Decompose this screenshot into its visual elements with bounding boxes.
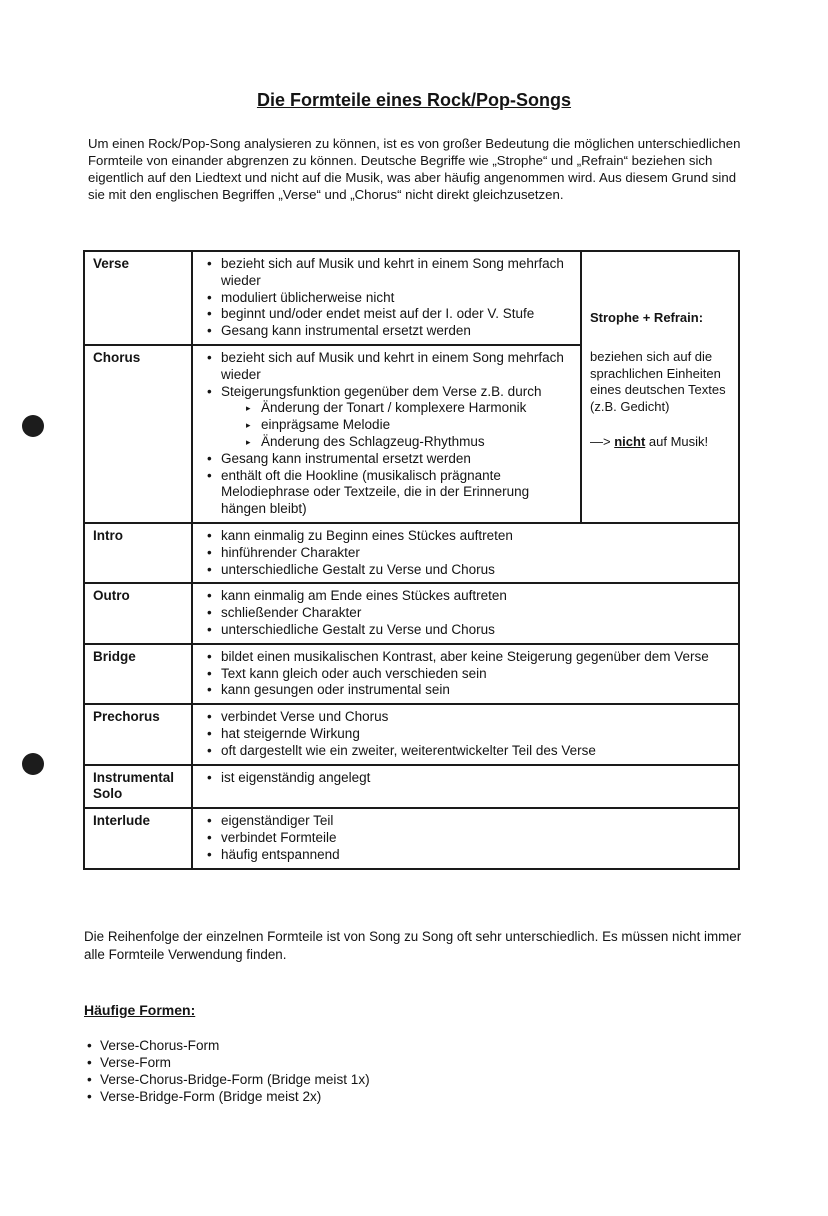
- bullet-item: [221, 605, 732, 622]
- term-cell: [84, 251, 192, 345]
- bullet-text: schließender Charakter: [221, 605, 362, 621]
- description-cell: [192, 808, 739, 868]
- bullet-item: [221, 468, 574, 518]
- bullet-item: [221, 384, 574, 451]
- bullet-item: [221, 528, 732, 545]
- arrow-glyph: —>: [590, 433, 611, 449]
- bullet-list: [201, 813, 732, 863]
- bullet-text: verbindet Formteile: [221, 829, 337, 845]
- sidenote-heading: Strophe + Refrain:: [590, 310, 704, 325]
- bullet-text: Steigerungsfunktion gegenüber dem Verse z.B. durch: [221, 383, 542, 399]
- sub-bullet-text: Änderung der Tonart / komplexere Harmonik: [261, 400, 527, 416]
- bullet-text: bezieht sich auf Musik und kehrt in einem Song mehrfach wieder: [221, 256, 564, 288]
- term-label: Intro: [93, 527, 123, 543]
- bullet-item: [221, 306, 574, 323]
- list-item: • Verse-Chorus-Bridge-Form (Bridge meist 1x): [100, 1071, 370, 1088]
- bullet-text: eigenständiger Teil: [221, 813, 334, 829]
- term-label: Chorus: [93, 349, 141, 365]
- sub-bullet-item: [261, 434, 574, 451]
- bullet-item: [221, 770, 732, 787]
- list-item: • Verse-Chorus-Form: [100, 1037, 370, 1054]
- bullet-item: [221, 743, 732, 760]
- bullet-item: [221, 726, 732, 743]
- term-label: Instrumental Solo: [93, 769, 175, 802]
- table-row: [84, 704, 739, 764]
- bullet-item: [221, 451, 574, 468]
- bullet-item: [221, 666, 732, 683]
- term-label: Prechorus: [93, 709, 160, 725]
- description-cell: [192, 644, 739, 704]
- bullet-text: bezieht sich auf Musik und kehrt in einem Song mehrfach wieder: [221, 349, 564, 382]
- sub-bullet-text: Änderung des Schlagzeug-Rhythmus: [261, 433, 485, 449]
- term-cell: [84, 808, 192, 868]
- bullet-item: [221, 350, 574, 384]
- table-row: [84, 251, 739, 345]
- page-title: Die Formteile eines Rock/Pop-Songs: [256, 90, 572, 110]
- bullet-text: bildet einen musikalischen Kontrast, aber keine Steigerung gegenüber dem Verse: [221, 648, 709, 664]
- bullet-text: Text kann gleich oder auch verschieden sein: [221, 665, 487, 681]
- bullet-item: [221, 545, 732, 562]
- term-cell: [84, 345, 192, 523]
- bullet-text: beginnt und/oder endet meist auf der I. oder V. Stufe: [221, 306, 535, 322]
- bullet-text: ist eigenständig angelegt: [221, 769, 371, 785]
- formteile-table: [83, 250, 740, 870]
- bullet-text: kann einmalig am Ende eines Stückes auftreten: [221, 588, 507, 604]
- forms-heading: Häufige Formen:: [84, 1002, 196, 1018]
- description-cell: [192, 523, 739, 583]
- sidenote-conclusion: [590, 434, 732, 451]
- bullet-text: hat steigernde Wirkung: [221, 725, 360, 741]
- bullet-item: [221, 682, 732, 699]
- table-row: [84, 583, 739, 643]
- term-label: Interlude: [93, 813, 151, 829]
- outro-paragraph: Die Reihenfolge der einzelnen Formteile ist von Song zu Song oft sehr unterschiedlich. Es müssen nicht immer alle Formteile Verwendung finden.: [84, 929, 742, 962]
- list-item: • Verse-Bridge-Form (Bridge meist 2x): [100, 1088, 370, 1105]
- table-row: [84, 765, 739, 809]
- bullet-item: [221, 847, 732, 864]
- term-label: Verse: [93, 256, 130, 271]
- bullet-item: [221, 813, 732, 830]
- bullet-text: unterschiedliche Gestalt zu Verse und Chorus: [221, 561, 495, 577]
- bullet-text: kann gesungen oder instrumental sein: [221, 682, 450, 698]
- emphasis-nicht: nicht: [614, 433, 646, 449]
- term-label: Outro: [93, 588, 130, 604]
- bullet-item: [221, 649, 732, 666]
- bullet-item: [221, 256, 574, 290]
- bullet-item: [221, 588, 732, 605]
- description-cell: [192, 345, 581, 523]
- bullet-list: [201, 770, 732, 787]
- table-row: [84, 808, 739, 868]
- sub-bullet-item: [261, 400, 574, 417]
- table-row: [84, 644, 739, 704]
- bullet-text: Gesang kann instrumental ersetzt werden: [221, 323, 471, 339]
- bullet-item: [221, 562, 732, 579]
- punch-hole: [22, 415, 44, 437]
- bullet-list: [201, 350, 574, 518]
- term-cell: [84, 583, 192, 643]
- bullet-item: [221, 830, 732, 847]
- term-cell: [84, 765, 192, 809]
- bullet-list: [201, 528, 732, 578]
- description-cell: [192, 583, 739, 643]
- sidenote-body: beziehen sich auf die sprachlichen Einheiten eines deutschen Textes (z.B. Gedicht): [590, 348, 726, 415]
- sub-bullet-text: einprägsame Melodie: [261, 417, 391, 433]
- description-cell: [192, 251, 581, 345]
- bullet-text: moduliert üblicherweise nicht: [221, 289, 395, 305]
- term-cell: [84, 523, 192, 583]
- intro-paragraph: Um einen Rock/Pop-Song analysieren zu können, ist es von großer Bedeutung die möglichen unterschiedlichen Formteile von einander abgrenzen zu können. Deutsche Begriffe wie „Strophe“ und „Refrain“ beziehen sich eigentlich auf den Liedtext und nicht auf die Musik, was aber häufig angenommen wird. Aus diesem Grund sind sie mit den englischen Begriffen „Verse“ und „Chorus“ nicht direkt gleichzusetzen.: [88, 136, 741, 202]
- term-cell: [84, 704, 192, 764]
- bullet-text: Gesang kann instrumental ersetzt werden: [221, 450, 471, 466]
- sub-bullet-list: [221, 400, 574, 450]
- bullet-list: [201, 649, 732, 699]
- table-row: [84, 523, 739, 583]
- bullet-text: unterschiedliche Gestalt zu Verse und Chorus: [221, 621, 495, 637]
- description-cell: [192, 704, 739, 764]
- bullet-text: oft dargestellt wie ein zweiter, weiterentwickelter Teil des Verse: [221, 742, 596, 758]
- sub-bullet-item: [261, 417, 574, 434]
- bullet-text: kann einmalig zu Beginn eines Stückes auftreten: [221, 527, 513, 543]
- bullet-text: hinführender Charakter: [221, 544, 360, 560]
- bullet-item: [221, 622, 732, 639]
- bullet-text: häufig entspannend: [221, 846, 340, 862]
- punch-hole: [22, 753, 44, 775]
- bullet-list: [201, 256, 574, 340]
- term-label: Bridge: [93, 648, 136, 664]
- sidenote-cell: [581, 251, 739, 523]
- bullet-item: [221, 290, 574, 307]
- bullet-text: enthält oft die Hookline (musikalisch prägnante Melodiephrase oder Textzeile, die in der Erinnerung hängen bleibt): [221, 467, 530, 517]
- forms-list: [84, 1037, 370, 1105]
- bullet-item: [221, 323, 574, 340]
- description-cell: [192, 765, 739, 809]
- bullet-text: verbindet Verse und Chorus: [221, 709, 389, 725]
- list-item: • Verse-Form: [100, 1054, 370, 1071]
- bullet-list: [201, 588, 732, 638]
- bullet-item: [221, 709, 732, 726]
- bullet-list: [201, 709, 732, 759]
- sidenote-tail: auf Musik!: [648, 433, 709, 449]
- term-cell: [84, 644, 192, 704]
